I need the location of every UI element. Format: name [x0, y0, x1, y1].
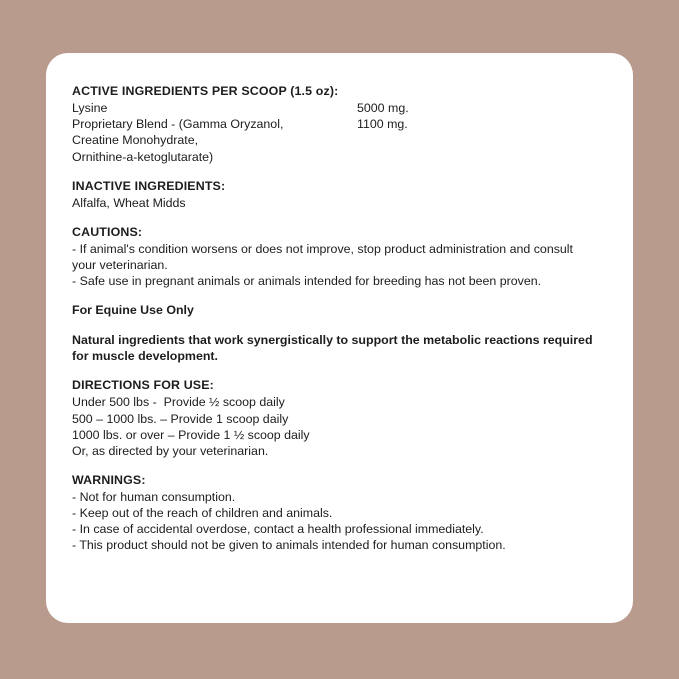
active-ingredients-section	[72, 83, 607, 165]
ingredient-name: Creatine Monohydrate,	[72, 133, 199, 148]
product-label-card	[46, 53, 633, 623]
inactive-ingredients-text: Alfalfa, Wheat Midds	[72, 195, 186, 210]
claim-line: Natural ingredients that work synergistically to support the metabolic reactions required	[72, 332, 593, 347]
warnings-line: - Keep out of the reach of children and animals.	[72, 506, 333, 521]
directions-line: Under 500 lbs - Provide ½ scoop daily	[72, 395, 285, 410]
ingredient-amount: 1100 mg.	[357, 117, 408, 132]
claim-section	[72, 332, 607, 365]
directions-line: Or, as directed by your veterinarian.	[72, 443, 269, 458]
equine-use-text: For Equine Use Only	[72, 303, 194, 318]
cautions-heading: CAUTIONS:	[72, 224, 143, 239]
ingredient-name: Ornithine-a-ketoglutarate)	[72, 149, 214, 164]
ingredient-row	[72, 116, 607, 132]
cautions-section	[72, 224, 607, 290]
directions-section	[72, 377, 607, 459]
cautions-line: - Safe use in pregnant animals or animals intended for breeding has not been proven.	[72, 274, 542, 289]
directions-heading: DIRECTIONS FOR USE:	[72, 378, 214, 393]
claim-line: for muscle development.	[72, 348, 218, 363]
warnings-line: - Not for human consumption.	[72, 490, 236, 504]
label-content	[72, 83, 607, 554]
directions-line: 500 – 1000 lbs. – Provide 1 scoop daily	[72, 411, 289, 426]
inactive-ingredients-section	[72, 178, 607, 211]
warnings-line: - In case of accidental overdose, contact a health professional immediately.	[72, 522, 484, 537]
active-ingredients-heading: ACTIVE INGREDIENTS PER SCOOP (1.5 oz):	[72, 84, 339, 98]
equine-use-section	[72, 302, 607, 318]
ingredient-row	[72, 132, 607, 148]
warnings-heading: WARNINGS:	[72, 472, 146, 487]
ingredient-name: Lysine	[72, 101, 108, 116]
ingredient-row	[72, 100, 607, 116]
warnings-line: - This product should not be given to animals intended for human consumption.	[72, 538, 506, 553]
directions-line: 1000 lbs. or over – Provide 1 ½ scoop daily	[72, 427, 310, 442]
ingredient-amount: 5000 mg.	[357, 101, 409, 116]
warnings-section	[72, 472, 607, 554]
cautions-line: - If animal's condition worsens or does not improve, stop product administration and consult	[72, 242, 573, 256]
cautions-line: your veterinarian.	[72, 258, 168, 273]
inactive-ingredients-heading: INACTIVE INGREDIENTS:	[72, 178, 226, 193]
ingredient-name: Proprietary Blend - (Gamma Oryzanol,	[72, 117, 284, 132]
ingredient-row	[72, 149, 607, 165]
